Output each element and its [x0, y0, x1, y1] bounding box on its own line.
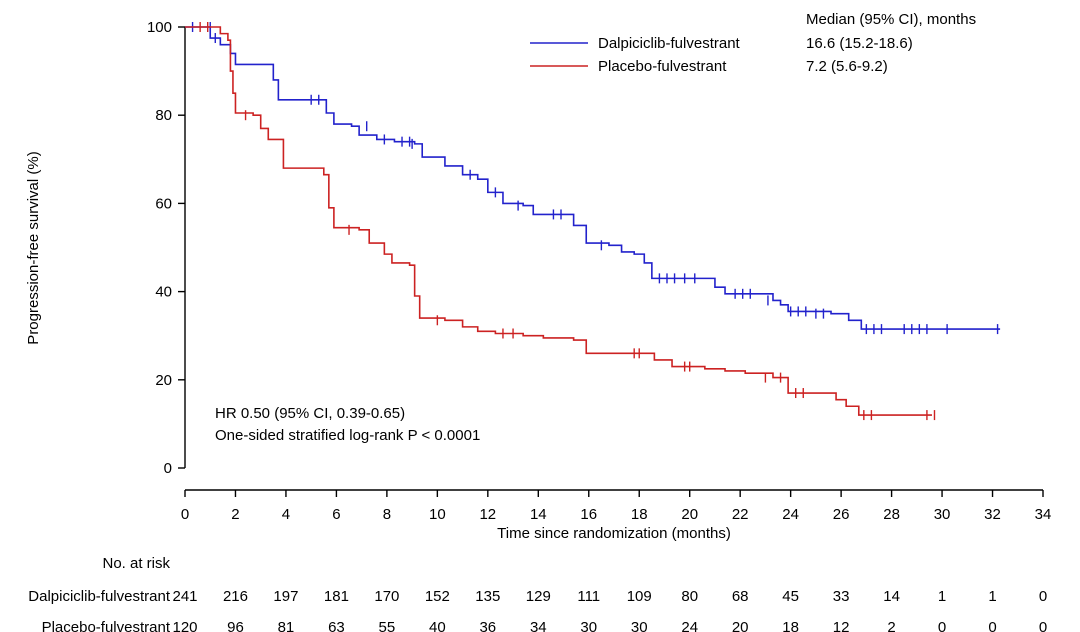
risk-cell: 135 [475, 588, 501, 605]
risk-cell: 120 [172, 619, 198, 632]
x-tick-label: 14 [529, 506, 547, 523]
risk-cell: 96 [227, 619, 244, 632]
statistics-annotation [215, 405, 480, 444]
risk-cell: 20 [731, 619, 749, 632]
legend [530, 11, 976, 75]
legend-label-0: Dalpiciclib-fulvestrant [598, 35, 740, 52]
risk-cell: 129 [525, 588, 551, 605]
y-axis-title: Progression-free survival (%) [25, 151, 42, 345]
risk-cell: 111 [577, 588, 601, 605]
x-tick-label: 24 [782, 506, 799, 523]
risk-cell: 0 [1038, 619, 1048, 632]
x-tick-label: 22 [731, 506, 749, 523]
x-tick-label: 6 [332, 506, 341, 523]
y-axis-ticks [147, 19, 185, 477]
risk-cell: 1 [988, 588, 997, 605]
risk-cell: 36 [479, 619, 497, 632]
y-tick-label: 20 [155, 371, 172, 389]
risk-cell: 1 [937, 588, 947, 605]
risk-cell: 40 [429, 619, 446, 632]
risk-row-label-1: Placebo-fulvestrant [41, 619, 170, 632]
x-tick-label: 20 [681, 506, 699, 523]
risk-cell: 197 [273, 588, 299, 605]
x-tick-label: 16 [580, 506, 598, 523]
risk-cell: 81 [277, 619, 295, 632]
x-tick-label: 26 [832, 506, 850, 523]
legend-median-0: 16.6 (15.2-18.6) [806, 35, 913, 52]
risk-table [28, 555, 1047, 632]
x-tick-label: 4 [281, 506, 291, 523]
y-tick-label: 100 [146, 19, 172, 36]
risk-cell: 12 [832, 619, 850, 632]
risk-cell: 30 [580, 619, 598, 632]
legend-header: Median (95% CI), months [806, 11, 977, 28]
x-tick-label: 28 [883, 506, 900, 523]
risk-cell: 181 [323, 588, 349, 605]
y-tick-label: 0 [163, 460, 172, 477]
risk-cell: 18 [782, 619, 799, 632]
annotation-line-0: HR 0.50 (95% CI, 0.39-0.65) [215, 405, 406, 422]
risk-cell: 30 [630, 619, 648, 632]
risk-cell: 55 [378, 619, 396, 632]
y-tick-label: 80 [155, 107, 172, 125]
x-tick-label: 12 [479, 506, 497, 523]
legend-label-1: Placebo-fulvestrant [598, 58, 727, 75]
risk-cell: 2 [887, 619, 896, 632]
risk-cell: 216 [222, 588, 248, 605]
x-axis-title: Time since randomization (months) [497, 525, 731, 542]
x-tick-label: 8 [382, 506, 392, 523]
risk-cell: 34 [529, 619, 547, 632]
risk-row-label-0: Dalpiciclib-fulvestrant [28, 588, 170, 605]
risk-cell: 63 [328, 619, 345, 632]
risk-cell: 0 [937, 619, 947, 632]
x-tick-label: 10 [429, 506, 446, 523]
risk-cell: 0 [1038, 588, 1048, 605]
annotation-line-1: One-sided stratified log-rank P < 0.0001 [215, 427, 481, 444]
risk-cell: 45 [782, 588, 799, 605]
survival-curve-1 [185, 27, 932, 415]
risk-cell: 68 [731, 588, 749, 605]
y-tick-label: 60 [155, 195, 172, 213]
risk-cell: 241 [172, 588, 198, 605]
x-tick-label: 0 [180, 506, 190, 523]
x-tick-label: 34 [1034, 506, 1052, 523]
x-tick-label: 2 [231, 506, 240, 523]
risk-cell: 24 [681, 619, 699, 632]
risk-cell: 152 [424, 588, 450, 605]
risk-table-title: No. at risk [102, 555, 170, 572]
series-curves [185, 22, 1000, 420]
y-tick-label: 40 [155, 283, 172, 301]
legend-median-1: 7.2 (5.6-9.2) [806, 58, 888, 75]
x-tick-label: 18 [630, 506, 648, 523]
risk-cell: 109 [626, 588, 652, 605]
risk-cell: 170 [374, 588, 400, 605]
risk-cell: 0 [988, 619, 997, 632]
risk-cell: 80 [681, 588, 699, 605]
x-axis-ticks [181, 490, 1052, 523]
risk-cell: 33 [832, 588, 850, 605]
x-tick-label: 30 [933, 506, 951, 523]
x-tick-label: 32 [984, 506, 1001, 523]
risk-cell: 14 [883, 588, 900, 605]
